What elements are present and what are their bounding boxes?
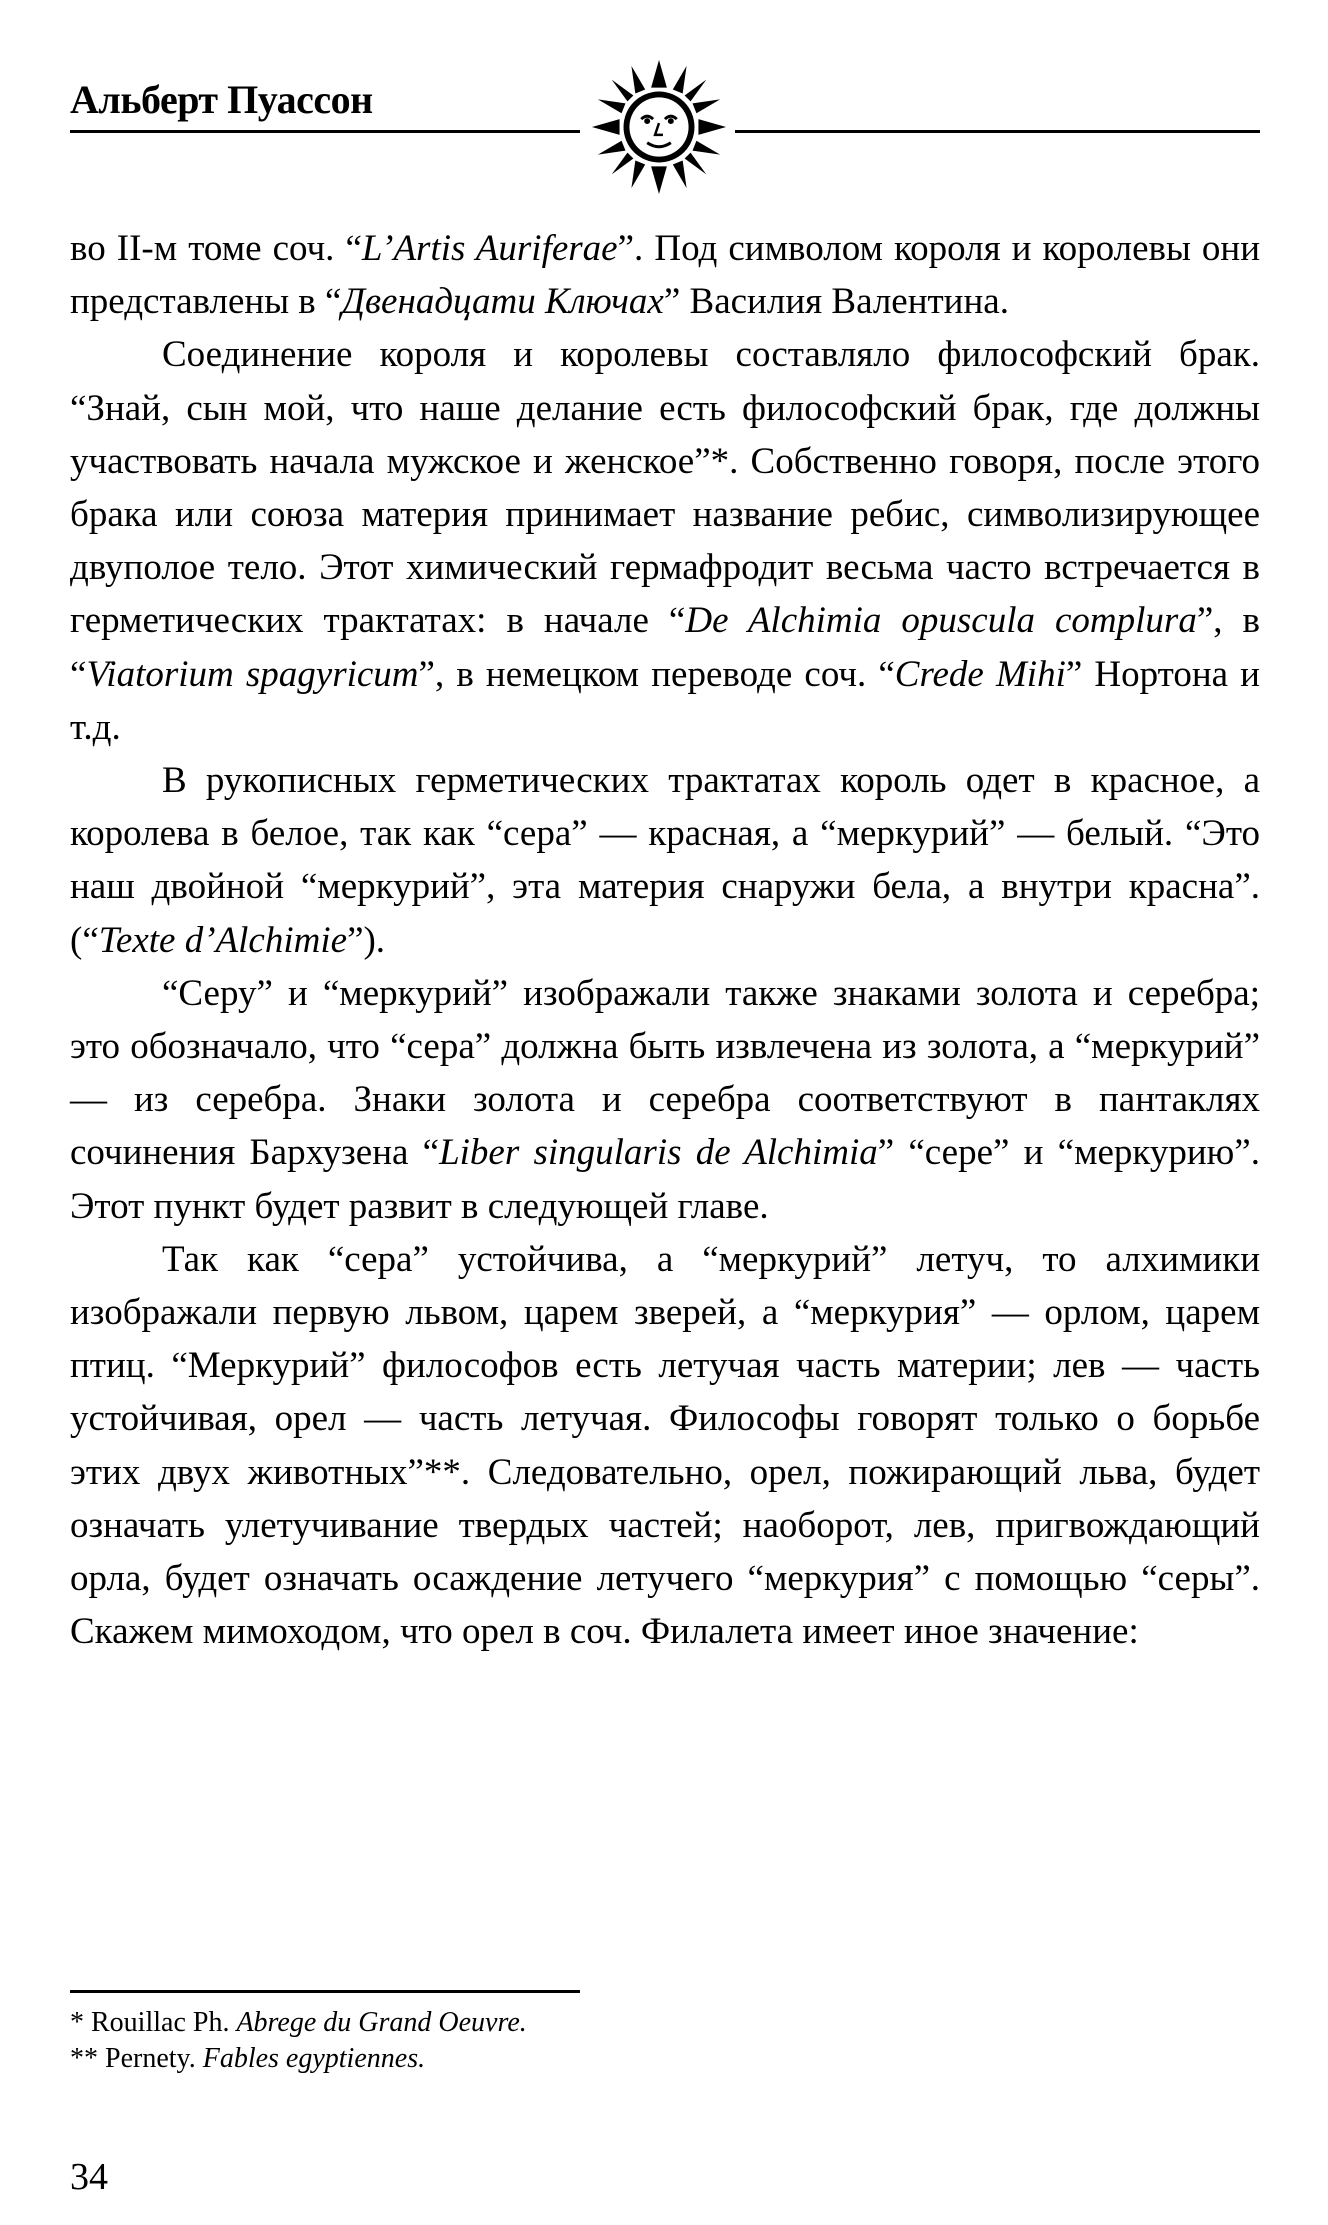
text-run: ”, в немецком переводе соч. “: [418, 653, 895, 695]
footnote: [70, 2041, 1260, 2077]
paragraph: [70, 222, 1260, 328]
paragraph: [70, 967, 1260, 1233]
italic-text-run: De Alchimia opuscula complura: [685, 600, 1197, 642]
paragraph: [70, 328, 1260, 754]
text-run: ” Нортона и т.д.: [70, 653, 1260, 748]
text-run: В рукописных герметических трактатах король одет в красное, а королева в белое, так как “сера” — красная, а “меркурий” — белый. “Это наш двойной “меркурий”, эта материя снаружи бела, а внутри красна”. (“: [70, 760, 1260, 961]
text-run: Так как “сера” устойчива, а “меркурий” летуч, то алхимики изображали первую львом, царем зверей, а “меркурия” — орлом, царем птиц. “Меркурий” философов есть летучая часть материи; лев — часть устойчивая, орел — часть летучая. Философы говорят только о борьбе этих двух животных”**. Следовательно, орел, пожирающий льва, будет означать улетучивание твердых частей; наоборот, лев, пригвождающий орла, будет означать осаждение летучего “меркурия” с помощью “серы”. Скажем мимоходом, что орел в соч. Филалета имеет иное значение:: [70, 1238, 1260, 1653]
italic-text-run: Fables egyptiennes.: [202, 2043, 426, 2074]
text-run: ”, в “: [70, 600, 1260, 695]
page-header: [70, 58, 1260, 198]
italic-text-run: Liber singularis de Alchimia: [439, 1132, 878, 1174]
italic-text-run: Viatorium spagyricum: [86, 653, 419, 695]
text-run: Соединение короля и королевы составляло философский брак. “Знай, сын мой, что наше делание есть философский брак, где должны участвовать начала мужское и женское”*. Собственно говоря, после этого брака или союза материя принимает название ребис, символизирующее двуполое тело. Этот химический гермафродит весьма часто встречается в герметических трактатах: в начале “: [70, 334, 1260, 642]
text-run: ”. Под символом короля и королевы они представлены в “: [70, 228, 1261, 323]
text-run: ** Pernety.: [70, 2043, 203, 2074]
text-run: ” Василия Валентина.: [663, 281, 1009, 323]
footnote-rule: [70, 1990, 580, 1993]
header-rule-right: [735, 130, 1260, 133]
italic-text-run: Crede Mihi: [894, 653, 1066, 695]
body-text: [70, 222, 1260, 1658]
paragraph: [70, 1233, 1260, 1659]
page-number: 34: [70, 2156, 108, 2198]
text-run: * Rouillac Ph.: [70, 2007, 237, 2038]
italic-text-run: Texte d’Alchimie: [98, 919, 348, 961]
header-rule-left: [70, 130, 580, 133]
text-run: ”).: [347, 919, 386, 961]
italic-text-run: Abrege du Grand Oeuvre.: [236, 2007, 527, 2038]
text-run: ” “сере” и “меркурию”. Этот пункт будет развит в следующей главе.: [70, 1132, 1260, 1227]
sun-face-icon: [590, 58, 728, 196]
text-run: “Серу” и “меркурий” изображали также знаками золота и серебра; это обозначало, что “сера” должна быть извлечена из золота, а “меркурий” — из серебра. Знаки золота и серебра соответствуют в пантаклях сочинения Бархузена “: [70, 972, 1260, 1174]
footnote: [70, 2005, 1260, 2041]
footnotes: [70, 2005, 1260, 2077]
italic-text-run: L’Artis Auriferae: [361, 228, 618, 269]
text-run: во II-м томе соч. “: [70, 228, 362, 269]
paragraph: [70, 754, 1260, 967]
italic-text-run: Двенадцати Ключах: [341, 281, 664, 323]
running-title: Альберт Пуассон: [70, 77, 373, 122]
